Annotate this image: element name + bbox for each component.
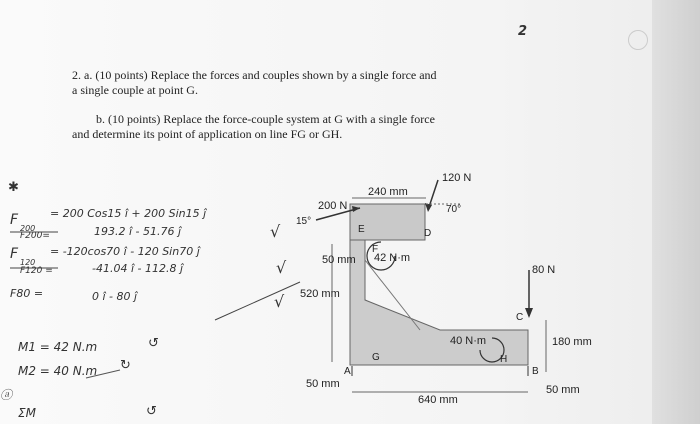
label-point-c: C	[516, 312, 524, 323]
hw-m1: M1 = 42 N.m	[18, 340, 98, 354]
hw-f200-result: 193.2 î - 51.76 ĵ	[94, 225, 182, 238]
hw-f80-label: F80 =	[10, 287, 44, 300]
label-520mm: 520 mm	[300, 288, 340, 300]
hw-sum-m: ΣM	[18, 406, 36, 420]
label-640mm: 640 mm	[418, 394, 458, 406]
label-70deg: 70°	[446, 204, 462, 215]
label-point-g: G	[372, 352, 380, 363]
hw-m1-arrow: ↺	[148, 336, 159, 351]
force-80-head	[525, 308, 533, 318]
hw-m2: M2 = 40 N.m	[18, 364, 98, 378]
problem-a-line1: 2. a. (10 points) Replace the forces and couples shown by a single force and	[72, 68, 437, 82]
label-point-b: B	[532, 366, 539, 377]
hw-f80-eq: 0 î - 80 ĵ	[92, 290, 138, 303]
problem-b-line2: and determine its point of application on line FG or GH.	[72, 127, 343, 141]
hw-f200-label2: F200=	[20, 231, 50, 241]
label-point-f: F	[372, 244, 379, 255]
hw-f120-label2: F120 =	[20, 266, 53, 276]
label-40nm: 40 N·m	[450, 335, 487, 347]
hw-f120-eq: = -120cos70 î - 120 Sin70 ĵ	[50, 245, 200, 258]
label-200n: 200 N	[318, 200, 348, 212]
hw-circle-a: ⓐ	[0, 388, 13, 402]
page-number: 2	[518, 24, 528, 39]
hw-m2-arrow: ↻	[120, 358, 131, 373]
hw-f200-sub: 200	[20, 224, 36, 233]
hw-sum-arrow: ↺	[146, 404, 157, 419]
hw-f200-label: F	[10, 212, 19, 228]
label-point-a: A	[344, 366, 351, 377]
label-120n: 120 N	[442, 172, 472, 184]
hw-f120-result: -41.04 î - 112.8 ĵ	[92, 262, 184, 275]
label-180mm: 180 mm	[552, 336, 592, 348]
label-point-h: H	[500, 354, 508, 365]
hw-star-mark: ✱	[8, 180, 19, 195]
problem-a-line2: a single couple at point G.	[72, 83, 198, 97]
label-42nm: 42 N·m	[374, 252, 411, 264]
hw-f200-eq: = 200 Cos15 î + 200 Sin15 ĵ	[50, 207, 207, 220]
hw-check-2: √	[276, 258, 287, 277]
label-240mm: 240 mm	[368, 186, 408, 198]
hw-f120-sub: 120	[20, 258, 36, 267]
hw-f120-label: F	[10, 246, 19, 262]
hw-check-3: √	[274, 292, 285, 311]
problem-b-line1: b. (10 points) Replace the force-couple system at G with a single force	[96, 112, 435, 126]
label-point-d: D	[424, 228, 432, 239]
label-50mm-b: 50 mm	[306, 378, 340, 390]
label-50mm-c: 50 mm	[546, 384, 580, 396]
label-50mm-a: 50 mm	[322, 254, 356, 266]
label-15deg: 15°	[296, 216, 312, 227]
hw-check-1: √	[270, 222, 281, 241]
label-80n: 80 N	[532, 264, 556, 276]
label-point-e: E	[358, 224, 365, 235]
